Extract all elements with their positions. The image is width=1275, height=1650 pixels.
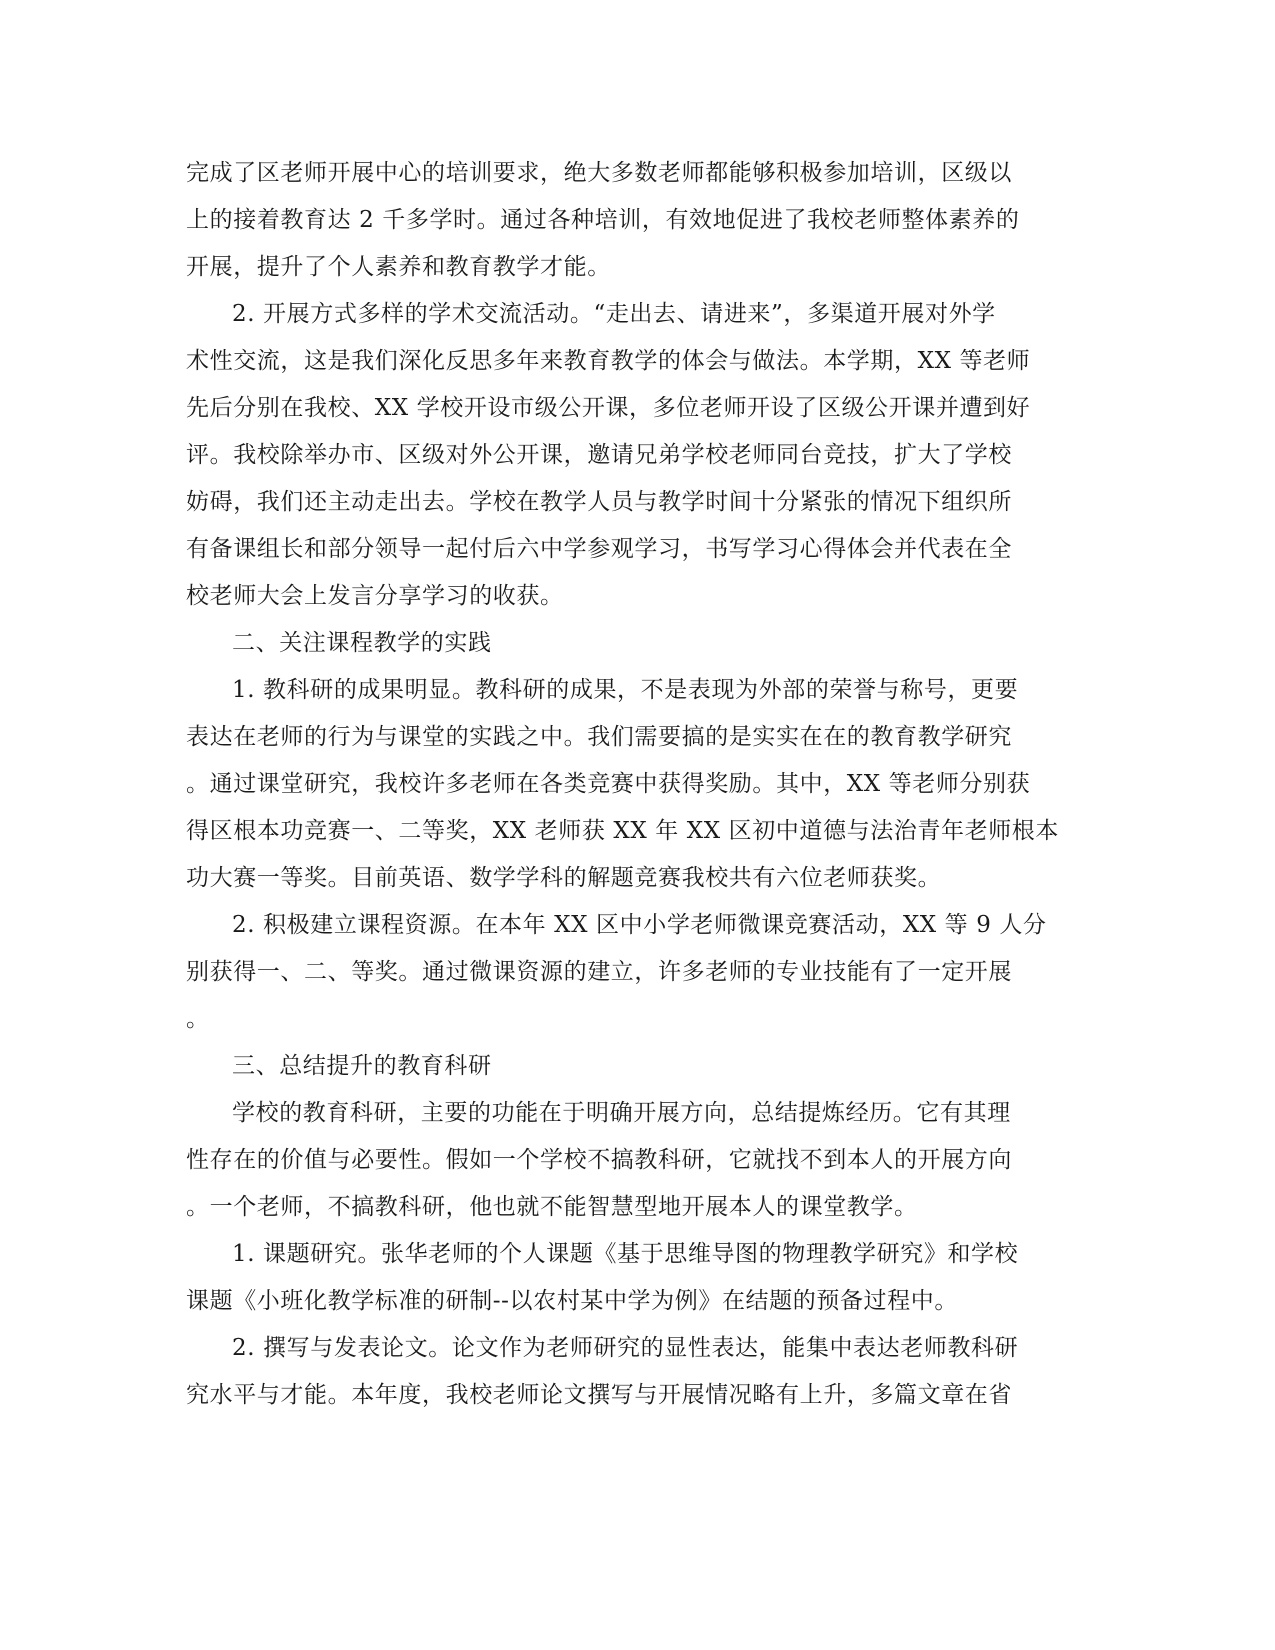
text-line: 校老师大会上发言分享学习的收获。 (186, 583, 564, 609)
text-line: 性存在的价值与必要性。假如一个学校不搞教科研，它就找不到本人的开展方向 (186, 1147, 1012, 1173)
text-line: 。一个老师，不搞教科研，他也就不能智慧型地开展本人的课堂教学。 (186, 1194, 918, 1220)
text-line: 1. 课题研究。张华老师的个人课题《基于思维导图的物理教学研究》和学校 (232, 1241, 1019, 1267)
text-line: 1. 教科研的成果明显。教科研的成果，不是表现为外部的荣誉与称号，更要 (232, 677, 1019, 703)
body-text (186, 150, 1059, 1419)
text-line: 课题《小班化教学标准的研制--以农村某中学为例》在结题的预备过程中。 (186, 1288, 958, 1314)
text-line: 先后分别在我校、XX 学校开设市级公开课，多位老师开设了区级公开课并遭到好 (186, 395, 1031, 421)
text-line: 究水平与才能。本年度，我校老师论文撰写与开展情况略有上升，多篇文章在省 (186, 1382, 1012, 1408)
text-line: 表达在老师的行为与课堂的实践之中。我们需要搞的是实实在在的教育教学研究 (186, 724, 1012, 750)
text-line: 妨碍，我们还主动走出去。学校在教学人员与教学时间十分紧张的情况下组织所 (186, 489, 1012, 515)
text-line: 。 (186, 1006, 210, 1032)
text-line: 有备课组长和部分领导一起付后六中学参观学习，书写学习心得体会并代表在全 (186, 536, 1012, 562)
text-line: 开展，提升了个人素养和教育教学才能。 (186, 254, 611, 280)
text-line: 别获得一、二、等奖。通过微课资源的建立，许多老师的专业技能有了一定开展 (186, 959, 1012, 985)
text-line: 二、关注课程教学的实践 (232, 630, 492, 656)
text-line: 评。我校除举办市、区级对外公开课，邀请兄弟学校老师同台竞技，扩大了学校 (186, 442, 1012, 468)
text-line: 2. 撰写与发表论文。论文作为老师研究的显性表达，能集中表达老师教科研 (232, 1335, 1019, 1361)
text-line: 学校的教育科研，主要的功能在于明确开展方向，总结提炼经历。它有其理 (232, 1100, 1011, 1126)
text-line: 术性交流，这是我们深化反思多年来教育教学的体会与做法。本学期，XX 等老师 (186, 348, 1031, 374)
text-line: 得区根本功竞赛一、二等奖，XX 老师获 XX 年 XX 区初中道德与法治青年老师根本 (186, 818, 1059, 844)
text-line: 完成了区老师开展中心的培训要求，绝大多数老师都能够积极参加培训，区级以 (186, 160, 1012, 186)
text-line: 。通过课堂研究，我校许多老师在各类竞赛中获得奖励。其中，XX 等老师分别获 (186, 771, 1031, 797)
text-line: 三、总结提升的教育科研 (232, 1053, 492, 1079)
text-line: 功大赛一等奖。目前英语、数学学科的解题竞赛我校共有六位老师获奖。 (186, 865, 942, 891)
text-line: 2. 开展方式多样的学术交流活动。“走出去、请进来”，多渠道开展对外学 (232, 301, 996, 327)
text-line: 2. 积极建立课程资源。在本年 XX 区中小学老师微课竞赛活动，XX 等 9 人分 (232, 912, 1047, 938)
text-line: 上的接着教育达 2 千多学时。通过各种培训，有效地促进了我校老师整体素养的 (186, 207, 1020, 233)
